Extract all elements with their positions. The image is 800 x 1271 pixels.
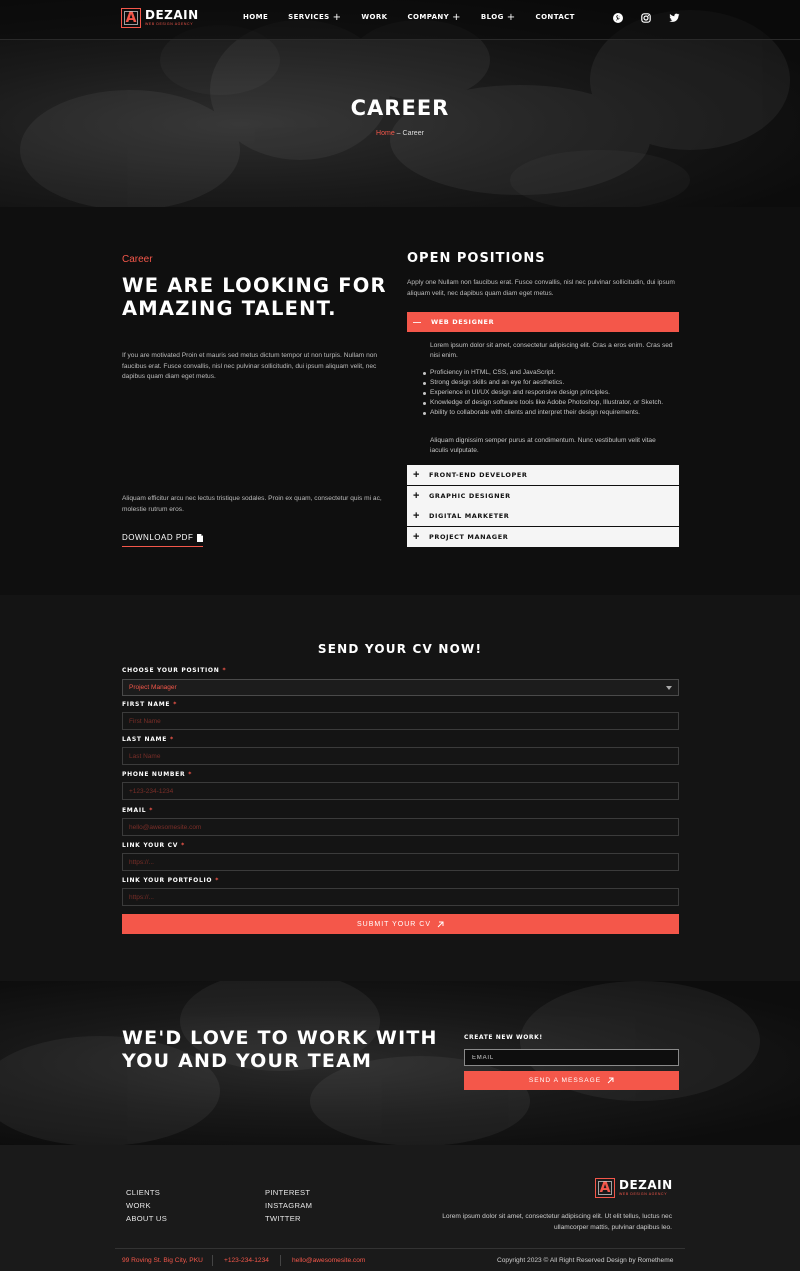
open-positions-description: Apply one Nullam non faucibus erat. Fusce convallis, nisl nec pulvinar sollicitudin, dui ipsum aliquam velit, nec dapibus quam diam eget metus. — [407, 279, 675, 297]
logo-tagline: WEB DESIGN AGENCY — [145, 22, 194, 27]
arrow-up-right-icon — [437, 921, 444, 928]
accordion-item-front-end-developer[interactable] — [407, 465, 679, 485]
breadcrumb — [0, 130, 800, 137]
arrow-up-right-icon — [607, 1077, 614, 1084]
footer-separator — [212, 1255, 213, 1266]
accordion-label: PROJECT MANAGER — [429, 533, 509, 541]
accordion-label: GRAPHIC DESIGNER — [429, 492, 511, 500]
send-message-button[interactable]: SEND A MESSAGE — [464, 1071, 679, 1090]
breadcrumb-current: Career — [402, 130, 424, 137]
first-name-input[interactable] — [122, 712, 679, 730]
position-label: CHOOSE YOUR POSITION * — [122, 667, 227, 674]
footer-link-about[interactable]: ABOUT US — [126, 1214, 168, 1223]
cta-title: WE'D LOVE TO WORK WITH YOU AND YOUR TEAM — [122, 1027, 438, 1072]
twitter-icon[interactable] — [668, 12, 680, 24]
accordion-label: DIGITAL MARKETER — [429, 512, 510, 520]
accordion-item-web-designer[interactable] — [407, 312, 679, 332]
footer-email[interactable]: hello@awesomesite.com — [292, 1257, 366, 1264]
intro-paragraph: If you are motivated Proin et mauris sed metus dictum tempor ut non turpis. Nullam non faucibus erat. Fusce convallis, nisl nec pulvinar sollicitudin, dui ipsum aliquam velit, nec dapibus quam diam eget metus. — [122, 352, 378, 380]
cv-link-label: LINK YOUR CV * — [122, 842, 185, 849]
file-icon — [197, 534, 203, 542]
copyright-text: Copyright 2023 © All Right Reserved Design by Rometheme — [497, 1257, 674, 1264]
footer-link-work[interactable]: WORK — [126, 1201, 151, 1210]
phone-input[interactable] — [122, 782, 679, 800]
download-pdf-label: DOWNLOAD PDF — [122, 533, 194, 542]
page-title: CAREER — [350, 96, 450, 120]
list-item: Experience in UI/UX design and responsive design principles. — [430, 388, 680, 398]
logo-mark-icon: A — [121, 8, 141, 28]
site-logo[interactable] — [121, 8, 199, 28]
logo-tagline: WEB DESIGN AGENCY — [619, 1192, 668, 1197]
list-item: Proficiency in HTML, CSS, and JavaScript. — [430, 368, 680, 378]
accordion-label: FRONT-END DEVELOPER — [429, 471, 528, 479]
footer-link-twitter[interactable]: TWITTER — [265, 1214, 301, 1223]
site-footer — [0, 1145, 800, 1271]
plus-icon: + — [413, 510, 420, 522]
portfolio-link-label: LINK YOUR PORTFOLIO * — [122, 877, 220, 884]
footer-link-instagram[interactable]: INSTAGRAM — [265, 1201, 313, 1210]
section-eyebrow: Career — [122, 254, 153, 265]
social-links — [612, 12, 680, 24]
footer-separator — [280, 1255, 281, 1266]
plus-icon: + — [413, 531, 420, 543]
cta-label: CREATE NEW WORK! — [464, 1034, 543, 1041]
section-title: WE ARE LOOKING FOR AMAZING TALENT. — [122, 274, 387, 320]
plus-icon: + — [506, 11, 516, 23]
footer-divider — [115, 1248, 685, 1249]
phone-label: PHONE NUMBER * — [122, 771, 193, 778]
minus-icon: — — [413, 317, 421, 327]
nav-item-blog[interactable]: BLOG + — [480, 11, 516, 23]
first-name-label: FIRST NAME * — [122, 701, 178, 708]
cv-link-input[interactable] — [122, 853, 679, 871]
instagram-icon[interactable] — [640, 12, 652, 24]
nav-item-work[interactable]: WORK — [361, 13, 388, 21]
accordion-label: WEB DESIGNER — [431, 318, 495, 326]
accordion-body-intro: Lorem ipsum dolor sit amet, consectetur adipiscing elit. Cras a eros enim. Cras sed nisi enim. — [430, 342, 673, 359]
open-positions-title: OPEN POSITIONS — [407, 251, 546, 266]
position-select[interactable] — [122, 679, 679, 696]
nav-item-services[interactable]: SERVICES + — [288, 11, 342, 23]
nav-item-home[interactable]: HOME — [243, 13, 269, 21]
footer-description: Lorem ipsum dolor sit amet, consectetur adipiscing elit. Ut elit tellus, luctus nec ullamcorper mattis, pulvinar dapibus leo. — [442, 1213, 672, 1231]
portfolio-link-input[interactable] — [122, 888, 679, 906]
last-name-input[interactable] — [122, 747, 679, 765]
nav-item-contact[interactable]: CONTACT — [535, 13, 575, 21]
main-nav — [243, 13, 595, 21]
plus-icon: + — [332, 11, 342, 23]
email-label: EMAIL * — [122, 807, 154, 814]
form-title: SEND YOUR CV NOW! — [317, 642, 483, 656]
last-name-label: LAST NAME * — [122, 736, 174, 743]
download-pdf-link[interactable] — [122, 533, 203, 547]
accordion-body-outro: Aliquam dignissim semper purus at condimentum. Nunc vestibulum velit vitae iaculis vulputate. — [430, 437, 656, 454]
accordion-item-digital-marketer[interactable] — [407, 506, 679, 526]
accordion-item-graphic-designer[interactable] — [407, 486, 679, 506]
footer-address: 99 Roving St. Big City, PKU — [122, 1257, 203, 1264]
submit-cv-button[interactable]: SUBMIT YOUR CV — [122, 914, 679, 934]
logo-name: DEZAIN — [145, 8, 199, 23]
plus-icon: + — [452, 11, 461, 23]
breadcrumb-home-link[interactable]: Home — [376, 130, 395, 137]
nav-item-company[interactable]: COMPANY + — [407, 11, 461, 23]
requirements-list — [430, 368, 680, 418]
accordion-item-project-manager[interactable] — [407, 527, 679, 547]
list-item: Ability to collaborate with clients and interpret their design requirements. — [430, 408, 680, 418]
site-header — [0, 0, 800, 40]
footer-link-pinterest[interactable]: PINTEREST — [265, 1188, 311, 1197]
position-select-value: Project Manager — [129, 684, 177, 691]
plus-icon: + — [413, 469, 420, 481]
logo-mark-icon: A — [595, 1178, 615, 1198]
logo-name: DEZAIN — [619, 1178, 673, 1193]
breadcrumb-separator: – — [394, 130, 403, 137]
chevron-down-icon — [666, 686, 672, 690]
email-input[interactable] — [122, 818, 679, 836]
plus-icon: + — [413, 490, 420, 502]
intro-paragraph-secondary: Aliquam efficitur arcu nec lectus tristique sodales. Proin ex quam, consectetur quis mi ac, molestie rutrum eros. — [122, 495, 382, 513]
pinterest-icon[interactable] — [612, 12, 624, 24]
list-item: Knowledge of design software tools like Adobe Photoshop, Illustrator, or Sketch. — [430, 398, 680, 408]
footer-link-clients[interactable]: CLIENTS — [126, 1188, 161, 1197]
footer-logo[interactable] — [595, 1178, 673, 1198]
footer-phone[interactable]: +123-234-1234 — [224, 1257, 269, 1264]
list-item: Strong design skills and an eye for aesthetics. — [430, 378, 680, 388]
cta-email-input[interactable] — [464, 1049, 679, 1066]
